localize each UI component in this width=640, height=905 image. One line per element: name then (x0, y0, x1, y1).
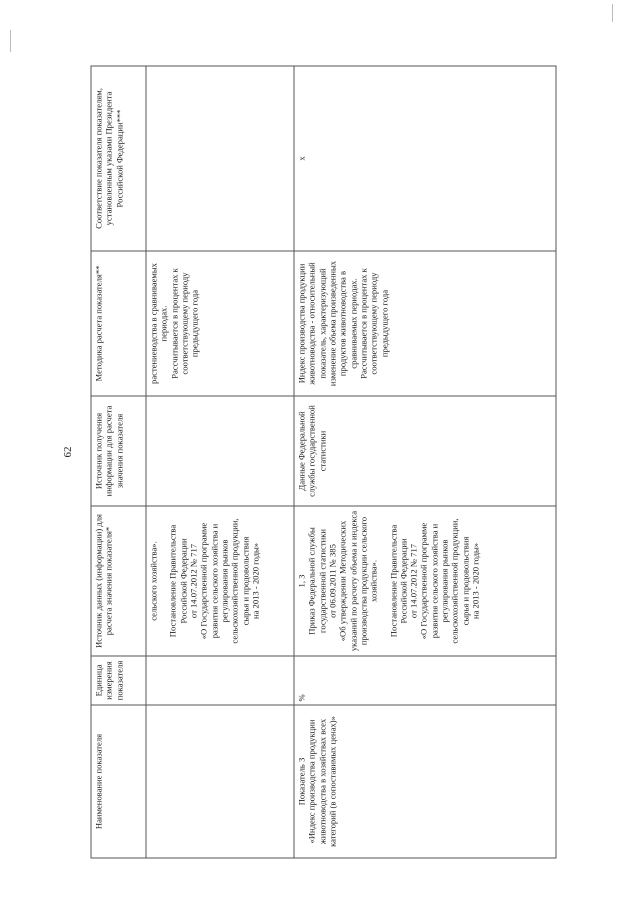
scan-artifact-mark (612, 4, 613, 22)
cell-unit: % (294, 656, 556, 705)
source-text: Постановление Правительства Российской Федерации от 14.07.2012 № 717 «О Государственной программе развития сельского хозяйства и регулирования рынков сельскохозяйственной продукции, сырья и продовольствия на 2013 - 2020 годы» (387, 517, 480, 644)
indicator-table (90, 65, 556, 858)
header-source-data: Источник данных (информации) для расчета значения показателя* (91, 506, 146, 656)
cell-indicator-name: Показатель 3 «Индекс производства продукции животноводства в хозяйствах всех категорий (в сопоставимых ценах)» (294, 705, 556, 858)
indicator-table-rotated (90, 66, 555, 858)
scan-artifact-mark (10, 30, 11, 52)
cell-source-data (146, 506, 294, 656)
header-compliance: Соответствие показателя показателям, установленным указами Президента Российской Федерации*** (91, 66, 146, 251)
cell-info-source (146, 396, 294, 506)
table-header-row (91, 66, 146, 858)
source-text: Постановление Правительства Российской Федерации от 14.07.2012 № 717 «О Государственной программе развития сельского хозяйства и регулирования рынков сельскохозяйственной продукции, сырья и продовольствия на 2013 - 2020 годы» (167, 517, 260, 644)
source-text: Приказ Федеральной службы государственной статистики от 06.09.2011 № 385 «Об утверждении Методических указаний по расчету объема и индекса производства продукции сельского хозяйства». (306, 510, 379, 651)
page-number: 62 (62, 446, 74, 458)
cell-unit (146, 656, 294, 705)
cell-compliance (146, 66, 294, 251)
table-row-continuation (146, 66, 294, 858)
header-indicator-name: Наименование показателя (91, 705, 146, 858)
cell-source-data (294, 506, 556, 656)
cell-compliance: x (294, 66, 556, 251)
cell-methodology: Индекс производства продукции животноводства - относительный показатель, характеризующий изменение объема произведенных продуктов животноводства в сравниваемых периодах. Рассчитывается в процентах к соответствующему периоду предыдущего года (294, 251, 556, 396)
table-row-indicator-3 (294, 66, 556, 858)
header-info-source: Источник получения информации для расчета значения показателя (91, 396, 146, 506)
header-methodology: Методика расчета показателя** (91, 251, 146, 396)
cell-info-source: Данные Федеральной службы государственной статистики (294, 396, 556, 506)
cell-indicator-name (146, 705, 294, 858)
source-text: 1, 3 (296, 574, 306, 587)
rotation-frame (90, 66, 555, 858)
cell-methodology: растениеводства в сравниваемых периодах. Рассчитывается в процентах к соответствующему периоду предыдущего года (146, 251, 294, 396)
header-unit: Единица измерения показателя (91, 656, 146, 705)
source-text: сельского хозяйства». (148, 540, 158, 621)
